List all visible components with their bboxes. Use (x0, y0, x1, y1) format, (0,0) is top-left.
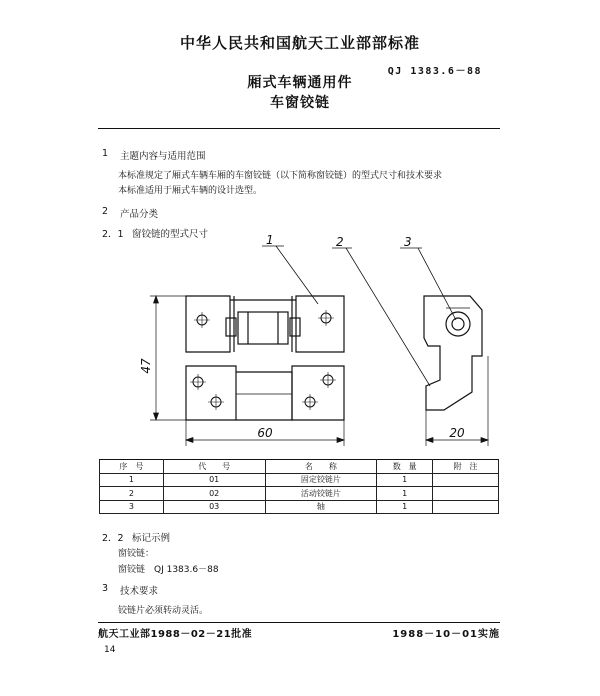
col-header-qty: 数 量 (377, 460, 433, 474)
effective-date: 1988－10－01实施 (392, 629, 500, 640)
page-number: 14 (104, 645, 116, 655)
section-3-title: 技术要求 (120, 586, 159, 597)
section-2-2-title: 标记示例 (132, 533, 171, 544)
col-header-code: 代 号 (163, 460, 265, 474)
cell-seq: 3 (100, 500, 164, 514)
table-header-row (100, 460, 499, 474)
section-1-number: 1 (102, 148, 109, 159)
upper-leaf-right (296, 296, 344, 352)
cell-qty: 1 (377, 487, 433, 501)
cell-name: 固定铰链片 (265, 473, 377, 487)
cell-note (433, 500, 499, 514)
upper-leaf-left (186, 296, 230, 352)
footer-rule (98, 622, 500, 623)
callout-2: 2 (336, 235, 344, 249)
dim-width-label: 60 (257, 426, 273, 440)
lower-leaf-left (186, 366, 236, 420)
cell-seq: 1 (100, 473, 164, 487)
section-2-title: 产品分类 (120, 209, 159, 220)
section-3-number: 3 (102, 583, 109, 594)
cell-code: 01 (163, 473, 265, 487)
approval-date: 航天工业部1988－02－21批准 (98, 629, 253, 640)
cell-qty: 1 (377, 473, 433, 487)
cell-code: 02 (163, 487, 265, 501)
section-1-paragraph-2: 本标准适用于厢式车辆的设计选型。 (118, 186, 263, 196)
cell-name: 活动铰链片 (265, 487, 377, 501)
cell-note (433, 473, 499, 487)
section-3-paragraph: 铰链片必须转动灵活。 (118, 606, 209, 616)
hinge-knuckle (238, 312, 288, 344)
standard-number: QJ 1383.6－88 (387, 66, 482, 77)
section-1-paragraph-1: 本标准规定了厢式车辆车厢的车窗铰链（以下简称窗铰链）的型式尺寸和技术要求 (118, 171, 443, 181)
standard-organization: 中华人民共和国航天工业部部标准 (179, 34, 420, 52)
section-1-title: 主题内容与适用范围 (120, 151, 206, 162)
table-row (100, 473, 499, 487)
col-header-seq: 序 号 (100, 460, 164, 474)
cell-code: 03 (163, 500, 265, 514)
table-row (100, 500, 499, 514)
dim-side-label: 20 (449, 426, 465, 440)
cell-name: 轴 (265, 500, 377, 514)
section-2-1-title: 窗铰链的型式尺寸 (132, 229, 209, 240)
document-title-line2: 车窗铰链 (270, 95, 330, 111)
col-header-note: 附 注 (433, 460, 499, 474)
section-2-1-number: 2．1 (102, 229, 124, 240)
document-title-line1: 厢式车辆通用件 (247, 75, 353, 91)
callout-1: 1 (266, 233, 274, 247)
cell-seq: 2 (100, 487, 164, 501)
side-view-knuckle (446, 312, 470, 336)
callout-3: 3 (404, 235, 412, 249)
marking-example-line1: 窗铰链： (118, 549, 155, 559)
cell-note (433, 487, 499, 501)
col-header-name: 名 称 (265, 460, 377, 474)
section-2-number: 2 (102, 206, 109, 217)
side-view-pin (452, 318, 464, 330)
parts-table (99, 459, 499, 514)
marking-example-line2: 窗铰链 QJ 1383.6－88 (118, 565, 219, 575)
cell-qty: 1 (377, 500, 433, 514)
section-2-2-number: 2．2 (102, 533, 124, 544)
lower-leaf-right (292, 366, 344, 420)
table-row (100, 487, 499, 501)
dim-height-label: 47 (139, 358, 153, 374)
